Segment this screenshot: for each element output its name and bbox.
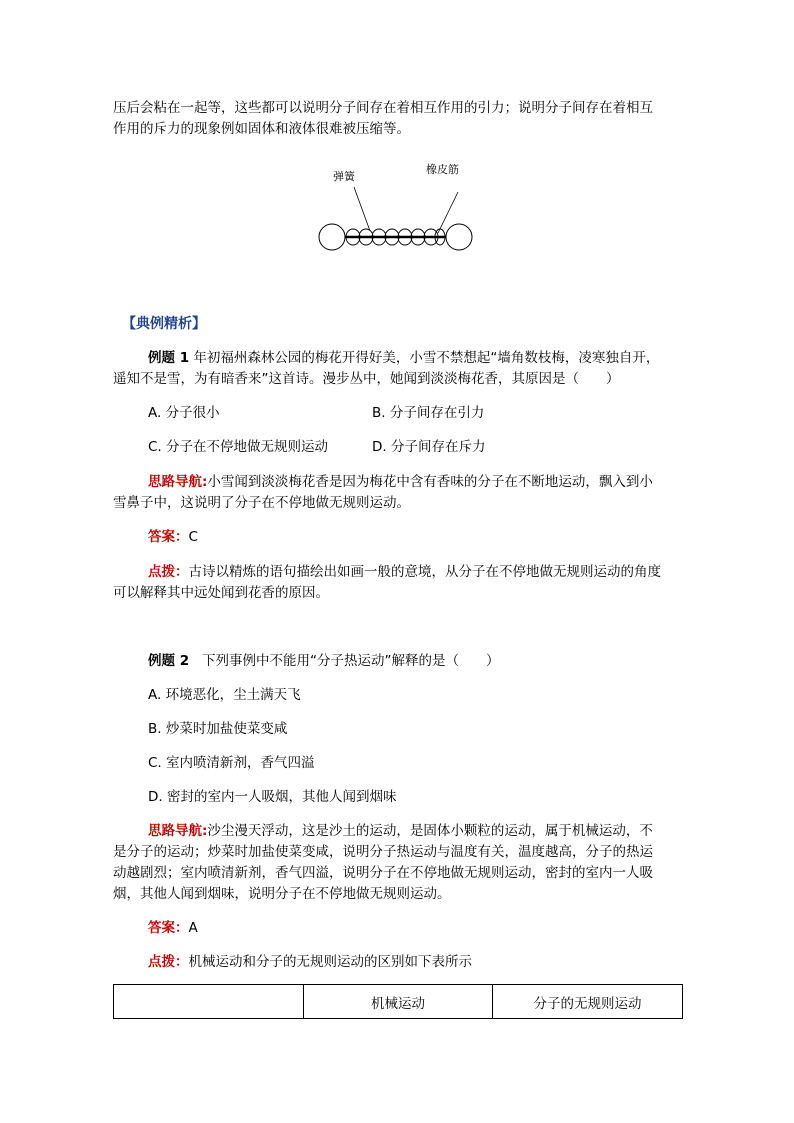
- example2-analysis-line-4: 烟，其他人闻到烟味，说明分子在不停地做无规则运动。: [113, 886, 451, 902]
- right-ball: [446, 224, 472, 250]
- example2-analysis-line-3: 动越剧烈；室内喷清新剂，香气四溢，说明分子在不停地做无规则运动，密封的室内一人吸: [113, 865, 653, 881]
- example1-option-b: B. 分子间存在引力: [372, 405, 485, 421]
- example1-tip-line-2: 可以解释其中远处闻到花香的原因。: [113, 585, 329, 601]
- example1-tip-text-1: 古诗以精炼的语句描绘出如画一般的意境，从分子在不停地做无规则运动的角度: [188, 564, 661, 580]
- comparison-table: [113, 984, 683, 1019]
- example1-label: 例题 1: [148, 350, 190, 366]
- example2-answer: [148, 918, 198, 938]
- example1-option-a: A. 分子很小: [148, 405, 220, 421]
- example2-answer-value: A: [188, 920, 198, 936]
- table-header-row: [114, 985, 683, 1019]
- spring-rubber-band-figure: [300, 155, 500, 265]
- table-header-cell-molecular: 分子的无规则运动: [493, 985, 683, 1019]
- section-title: 【典例精析】: [122, 316, 206, 332]
- example2-option-d: D. 密封的室内一人吸烟，其他人闻到烟味: [148, 789, 397, 805]
- example2-label: 例题 2: [148, 653, 190, 669]
- intro-line-2: 作用的斥力的现象例如固体和液体很难被压缩等。: [113, 121, 410, 137]
- example2-tip-text: 机械运动和分子的无规则运动的区别如下表所示: [188, 954, 472, 970]
- table-header-cell-mechanical: 机械运动: [304, 985, 493, 1019]
- example1-tip-line-1: [148, 562, 661, 582]
- example2-tip-label: 点拨：: [148, 954, 189, 970]
- example2-analysis-line-1: [148, 821, 653, 841]
- example1-stem-line-2: 遥知不是雪，为有暗香来”这首诗。漫步丛中，她闻到淡淡梅花香，其原因是（ ）: [113, 371, 620, 387]
- spring-pointer-line: [354, 187, 370, 231]
- example2-option-c: C. 室内喷清新剂，香气四溢: [148, 755, 315, 771]
- example2-option-a: A. 环境恶化，尘土满天飞: [148, 687, 301, 703]
- example1-analysis-text-1: 小雪闻到淡淡梅花香是因为梅花中含有香味的分子在不断地运动，飘入到小: [207, 474, 653, 490]
- example2-tip: [148, 952, 472, 972]
- rubber-band-label: 橡皮筋: [426, 163, 459, 176]
- example1-option-d: D. 分子间存在斥力: [372, 439, 486, 455]
- example2-analysis-text-1: 沙尘漫天浮动，这是沙土的运动，是固体小颗粒的运动，属于机械运动，不: [207, 823, 653, 839]
- example1-stem-line-1: [148, 348, 659, 368]
- example1-answer-value: C: [188, 529, 198, 545]
- spring-label: 弹簧: [333, 170, 355, 183]
- intro-line-1: 压后会粘在一起等，这些都可以说明分子间存在着相互作用的引力；说明分子间存在着相互: [113, 100, 653, 116]
- example1-answer-label: 答案：: [148, 529, 189, 545]
- example2-option-b: B. 炒菜时加盐使菜变咸: [148, 721, 288, 737]
- example1-analysis-label: 思路导航:: [148, 474, 208, 490]
- example1-stem-text-1: 年初福州森林公园的梅花开得好美，小雪不禁想起“墙角数枝梅，凌寒独自开，: [193, 350, 660, 366]
- example2-analysis-label: 思路导航:: [148, 823, 208, 839]
- example1-analysis-line-1: [148, 472, 653, 492]
- example2-analysis-line-2: 是分子的运动；炒菜时加盐使菜变咸，说明分子热运动与温度有关，温度越高，分子的热运: [113, 844, 653, 860]
- example2-stem: [148, 651, 499, 671]
- left-ball: [319, 224, 345, 250]
- example1-answer: [148, 527, 198, 547]
- example2-stem-text: 下列事例中不能用“分子热运动”解释的是（ ）: [201, 653, 500, 669]
- example1-analysis-line-2: 雪鼻子中，这说明了分子在不停地做无规则运动。: [113, 495, 410, 511]
- example2-answer-label: 答案：: [148, 920, 189, 936]
- example1-option-c: C. 分子在不停地做无规则运动: [148, 439, 329, 455]
- example1-tip-label: 点拨：: [148, 564, 189, 580]
- table-header-cell-empty: [114, 985, 304, 1019]
